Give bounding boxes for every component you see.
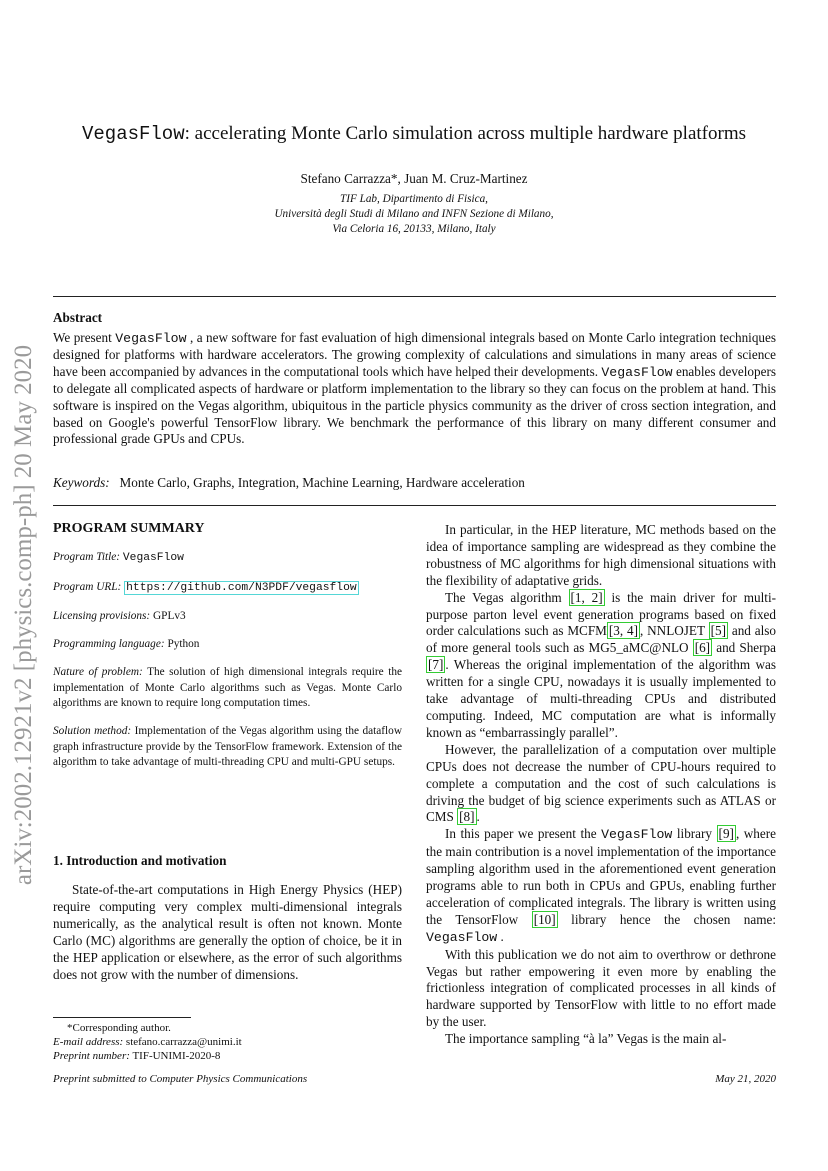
field-label: Programming language: [53,638,165,651]
text-run: library [672,826,717,842]
text-run: and also of more general tools such as MG5_aMC@NLO [426,623,776,656]
field-label: Solution method: [53,725,132,738]
abstract-part: enables developers to delegate all complicated aspects of hardware or platform implementation to the library so they can focus on the problem at hand. This software is inspired on the Vegas algorithm, ubiquitous in the particle physics community as the driver of cross section integration, and based on Google's powerful TensorFlow library. We benchmark the performance of this library on many different consumer and professional grade GPUs and CPUs. [53,363,776,447]
footnote [53,1021,242,1063]
program-url-link[interactable]: https://github.com/N3PDF/vegasflow [126,581,357,594]
paragraph: With this publication we do not aim to overthrow or dethrone Vegas but rather empowering it even more by enabling the frictionless integration of complicated processes in all kinds of hardware supported by TensorFlow with little to no effort made by the user. [426,946,776,1030]
field-value: Implementation of the Vegas algorithm using the dataflow graph infrastructure provide by the TensorFlow framework. Extension of the algorithm to take advantage of multi-threading CPU and multi-GPU setups. [53,725,402,768]
software-name: VegasFlow [426,929,498,945]
citation-link[interactable]: [3, 4] [608,623,639,639]
citation-link[interactable]: [9] [718,826,734,842]
paragraph [426,826,776,946]
software-name: VegasFlow [115,330,187,346]
footer-submission: Preprint submitted to Computer Physics Communications [53,1073,308,1085]
program-title [53,550,402,566]
nature-of-problem [53,665,402,711]
text-run: , NNLOJET [640,623,709,639]
preprint-value: TIF-UNIMI-2020-8 [132,1050,221,1062]
field-value: The solution of high dimensional integrals require the implementation of Monte Carlo algorithms such as Vegas. Monte Carlo algorithms are known to require long computation times. [53,666,402,710]
field-value: Python [167,638,200,651]
email-label: E-mail address: [53,1036,124,1048]
field-label: Licensing provisions: [53,609,151,622]
citation-link[interactable]: [5] [710,623,727,639]
intro-heading: 1. Introduction and motivation [53,853,227,868]
citation-link[interactable]: [6] [694,640,711,656]
text-run: However, the parallelization of a computation over multiple CPUs does not decrease the number of CPU-hours required to complete a computation and the cost of such calculations is driving the budget of big science experiments such as ATLAS or CMS [426,741,776,825]
authors: Stefano Carrazza*, Juan M. Cruz-Martinez [300,171,528,186]
paragraph: The importance sampling “à la” Vegas is the main al- [445,1031,727,1047]
text-run: In this paper we present the [445,826,602,842]
affiliation-line: Università degli Studi di Milano and INFN Sezione di Milano, [274,208,554,220]
field-label: Program Title: [53,551,121,564]
software-name: VegasFlow [601,827,673,843]
text-run: . [497,928,504,944]
top-rule [53,296,776,297]
program-summary [53,521,402,783]
intro-paragraph: State-of-the-art computations in High Energy Physics (HEP) require computing very complex multi-dimensional integrals numerically, as the analytical result is often not known. Monte Carlo (MC) algorithms are generally the option of choice, be it in the HEP application or elsewhere, as the error of such algorithms does not grow with the number of dimensions. [53,882,402,982]
paragraph: In particular, in the HEP literature, MC methods based on the idea of importance sampling are widespread as they combine the robustness of MC algorithms for high dimensional situations with the flexibility of adaptative grids. [426,522,776,588]
footnote-rule [53,1017,191,1018]
solution-method [53,724,402,770]
citation-link[interactable]: [7] [428,657,444,673]
field-value: VegasFlow [122,552,184,565]
field-label: Program URL: [53,580,122,593]
title-text: : accelerating Monte Carlo simulation across multiple hardware platforms [184,123,746,144]
licensing [53,609,402,624]
preprint-label: Preprint number: [53,1050,130,1062]
abstract-text [53,330,776,448]
affiliation [0,192,828,237]
text-run: is the main driver for multi-purpose parton level event generation programs based on fixed order calculations such as MCFM [426,589,776,639]
programming-language [53,637,402,652]
citation-link[interactable]: [1, 2] [570,589,603,605]
footer-date: May 21, 2020 [715,1073,776,1085]
field-label: Nature of problem: [53,666,143,679]
citation-link[interactable]: [10] [533,911,556,927]
affiliation-line: Via Celoria 16, 20133, Milano, Italy [332,223,496,235]
abstract-part: We present [53,329,112,345]
bottom-rule [53,505,776,506]
arxiv-sidebar [4,300,44,930]
program-summary-heading: PROGRAM SUMMARY [53,521,205,536]
text-run: and Sherpa [712,640,777,656]
paragraph [426,590,776,742]
email-line [53,1035,242,1049]
citation-link[interactable]: [8] [459,809,475,825]
keywords-label: Keywords: [53,475,110,490]
text-run: The Vegas algorithm [445,589,569,605]
abstract [53,310,776,448]
arxiv-identifier: arXiv:2002.12921v2 [physics.comp-ph] 20 May 2020 [10,344,37,886]
preprint-line [53,1049,242,1063]
software-name: VegasFlow [601,364,673,380]
text-run: library hence the chosen name: [557,911,777,927]
paper-title [0,123,828,145]
text-run: . Whereas the original implementation of the algorithm was written for a single CPU, nowadays it is usually implemented to take advantage of multi-threading CPUs and distributed computing. Indeed, MC computation are what is informally known as “embarrassingly parallel”. [426,657,776,740]
affiliation-line: TIF Lab, Dipartimento di Fisica, [340,193,488,205]
corresponding-author: *Corresponding author. [67,1022,171,1034]
title-software-name: VegasFlow [81,123,185,145]
keywords [53,475,776,491]
paragraph [426,742,776,827]
abstract-part: , a new software for fast evaluation of high dimensional integrals based on Monte Carlo integration techniques designed for platforms with hardware accelerators. The growing complexity of calculations and simulations in many areas of science have been accompanied by advances in the computational tools which have helped their developments. [53,329,777,379]
text-run: , where the main contribution is a novel implementation of the importance sampling algorithm used in the aforementioned event generation programs able to run both in CPUs and GPUs, enabling further acceleration of complicated integrals. The library is written using the TensorFlow [426,826,776,927]
text-run: . [476,809,480,825]
program-url [53,580,402,596]
keywords-text: Monte Carlo, Graphs, Integration, Machine Learning, Hardware acceleration [119,475,525,490]
right-column [426,522,776,1048]
email-value: stefano.carrazza@unimi.it [125,1036,242,1048]
field-value: GPLv3 [153,609,186,622]
abstract-heading: Abstract [53,310,103,325]
